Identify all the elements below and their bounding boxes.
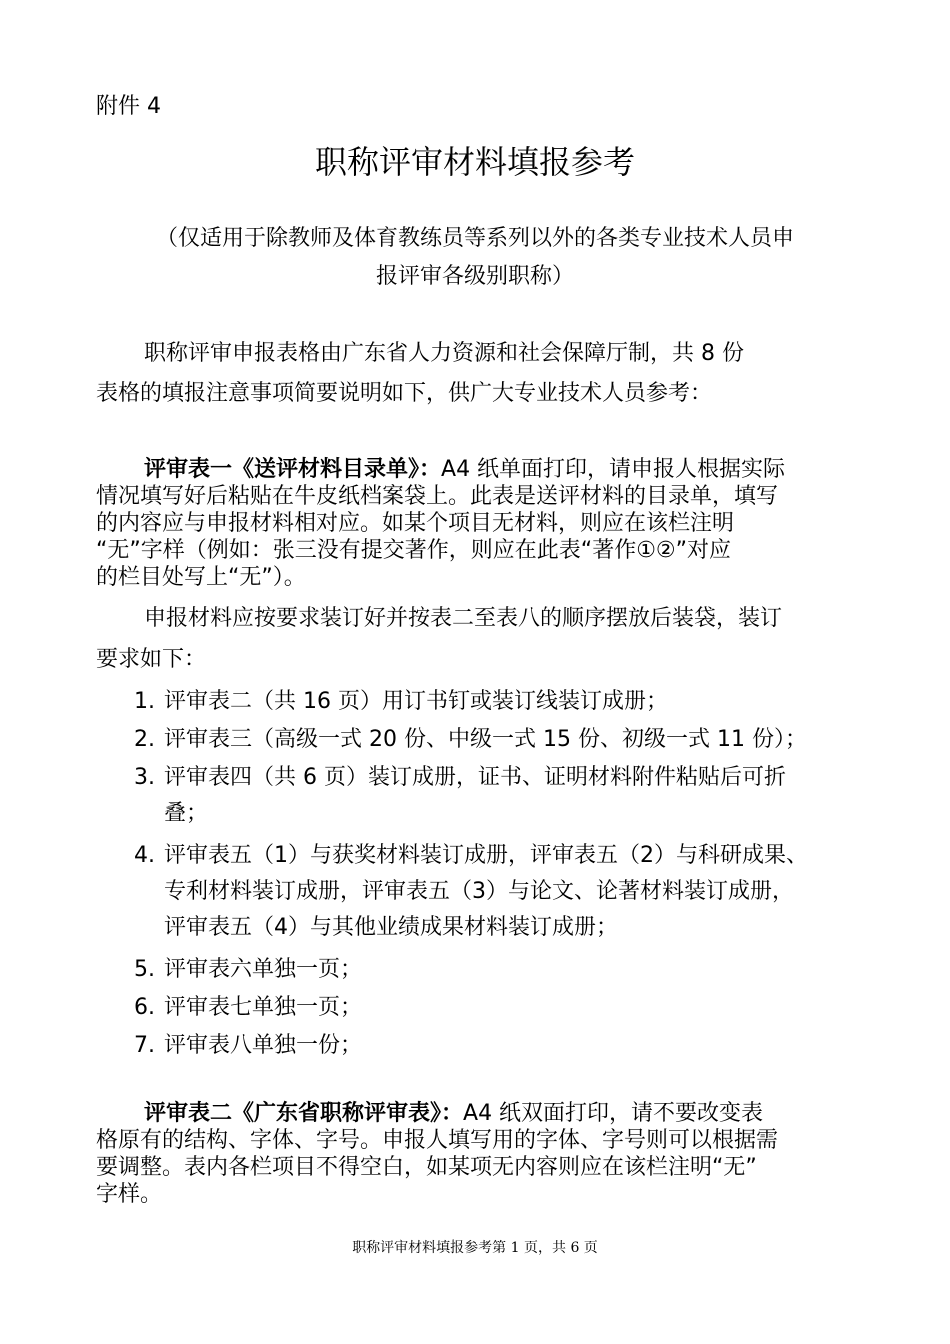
- section-2-line-1-text: A4 纸双面打印，请不要改变表: [463, 1101, 764, 1126]
- section-2-line-2: 格原有的结构、字体、字号。申报人填写用的字体、字号则可以根据需: [96, 1128, 779, 1153]
- list-item-number: 7.: [134, 1033, 155, 1058]
- binding-line-1: 申报材料应按要求装订好并按表二至表八的顺序摆放后装袋，装订: [144, 606, 783, 631]
- list-item-text: 评审表七单独一页；: [164, 995, 363, 1020]
- list-item-text: 评审表四（共 6 页）装订成册，证书、证明材料附件粘贴后可折: [164, 765, 786, 790]
- section-1-paragraph: [96, 456, 866, 591]
- section-1-line-4: “无”字样（例如：张三没有提交著作，则应在此表“著作①②”对应: [96, 538, 732, 563]
- intro-line-2: 表格的填报注意事项简要说明如下，供广大专业技术人员参考：: [96, 381, 713, 406]
- section-1-line-1-text: A4 纸单面打印，请申报人根据实际: [441, 457, 786, 482]
- list-item-number: 4.: [134, 843, 155, 868]
- section-2-paragraph: [96, 1100, 866, 1208]
- binding-line-2: 要求如下：: [96, 647, 207, 672]
- list-item-text: 叠；: [164, 801, 209, 826]
- section-2-line-4: 字样。: [96, 1182, 163, 1207]
- list-item-number: 3.: [134, 765, 155, 790]
- section-1-line-5: 的栏目处写上“无”）。: [96, 565, 306, 590]
- list-item-number: 1.: [134, 689, 155, 714]
- list-item-number: 2.: [134, 727, 155, 752]
- subtitle-line-2: 报评审各级别职称）: [375, 264, 574, 289]
- list-item-text: 评审表二（共 16 页）用订书钉或装订线装订成册；: [164, 689, 668, 714]
- intro-line-1: 职称评审申报表格由广东省人力资源和社会保障厅制，共 8 份: [144, 341, 744, 366]
- intro-paragraph: [96, 334, 866, 414]
- list-item-text: 评审表三（高级一式 20 份、中级一式 15 份、初级一式 11 份）；: [164, 727, 807, 752]
- binding-paragraph: [96, 604, 866, 673]
- list-item-number: 6.: [134, 995, 155, 1020]
- subtitle-line-1: （仅适用于除教师及体育教练员等系列以外的各类专业技术人员申: [155, 226, 794, 251]
- page-footer: 职称评审材料填报参考第 1 页，共 6 页: [352, 1240, 598, 1256]
- list-item-text: 评审表八单独一份；: [164, 1033, 363, 1058]
- section-1-heading: 评审表一《送评材料目录单》：: [144, 457, 442, 482]
- section-1-line-3: 的内容应与申报材料相对应。如某个项目无材料，则应在该栏注明: [96, 511, 735, 536]
- document-title: 职称评审材料填报参考: [314, 143, 635, 181]
- list-item-number: 5.: [134, 957, 155, 982]
- section-2-line-3: 要调整。表内各栏项目不得空白，如某项无内容则应在该栏注明“无”: [96, 1155, 757, 1180]
- list-item-text: 评审表五（1）与获奖材料装订成册，评审表五（2）与科研成果、: [164, 843, 808, 868]
- section-2-line-1: [96, 1100, 866, 1127]
- attachment-label: 附件 4: [96, 94, 161, 119]
- list-item-text: 评审表六单独一页；: [164, 957, 363, 982]
- section-1-line-2: 情况填写好后粘贴在牛皮纸档案袋上。此表是送评材料的目录单，填写: [96, 484, 779, 509]
- list-item-text: 专利材料装订成册，评审表五（3）与论文、论著材料装订成册，: [164, 879, 794, 904]
- list-item-text: 评审表五（4）与其他业绩成果材料装订成册；: [164, 915, 618, 940]
- section-2-heading: 评审表二《广东省职称评审表》：: [144, 1101, 464, 1126]
- section-1-line-1: [96, 456, 866, 483]
